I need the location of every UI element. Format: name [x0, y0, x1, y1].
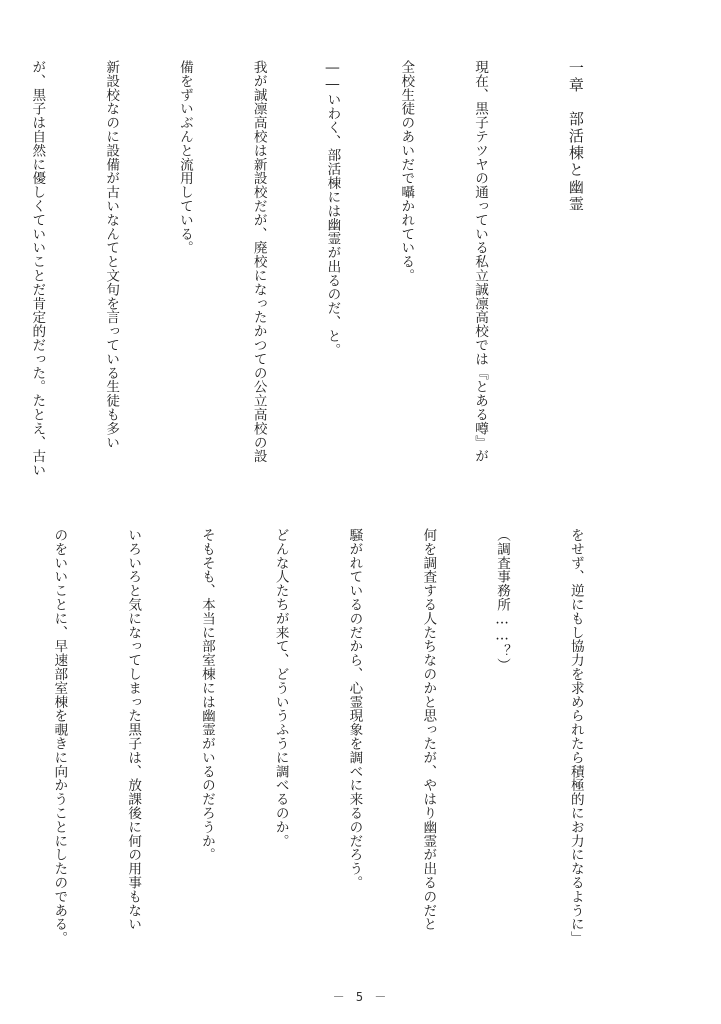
text-line: 備をずいぶんと流用している。	[176, 60, 193, 255]
text-line: 新設校なのに設備が古いなんてと文句を言っている生徒も多い	[103, 60, 120, 450]
upper-text-block	[29, 60, 637, 500]
text-line: 我が誠凛高校は新設校だが、廃校になったかつての公立高校の設	[250, 60, 267, 464]
text-line: のをいいことに、早速部室棟を覗きに向かうことにしたのである。	[51, 528, 68, 945]
text-line: が、黒子は自然に優しくていいことだ肯定的だった。たとえ、古い	[29, 60, 46, 477]
text-line: そもそも、本当に部室棟には幽霊がいるのだろうか。	[198, 528, 215, 862]
text-line: 全校生徒のあいだで囁かれている。	[398, 60, 415, 283]
text-line: 騒がれているのだから、心霊現象を調べに来るのだろう。	[346, 528, 363, 890]
lower-text-block	[51, 528, 637, 968]
text-line: ――いわく、部活棟には幽霊が出るのだ、と。	[324, 60, 341, 357]
text-line: （調査事務所……？）	[494, 528, 511, 672]
text-line: どんな人たちが来て、どういうふうに調べるのか。	[272, 528, 289, 848]
text-line: をせず、逆にもし協力を求められたら積極的にお力になるように」	[567, 528, 584, 945]
text-line: いろいろと気になってしまった黒子は、放課後に何の用事もない	[125, 528, 142, 932]
page-number: － 5 －	[332, 990, 389, 1004]
text-line: 現在、黒子テツヤの通っている私立誠凛高校では『とある噂』が	[472, 60, 489, 464]
text-line: 何を調査する人たちなのかと思ったが、やはり幽霊が出るのだと	[420, 528, 437, 932]
chapter-title: 一章 部活棟と幽霊	[566, 60, 585, 213]
